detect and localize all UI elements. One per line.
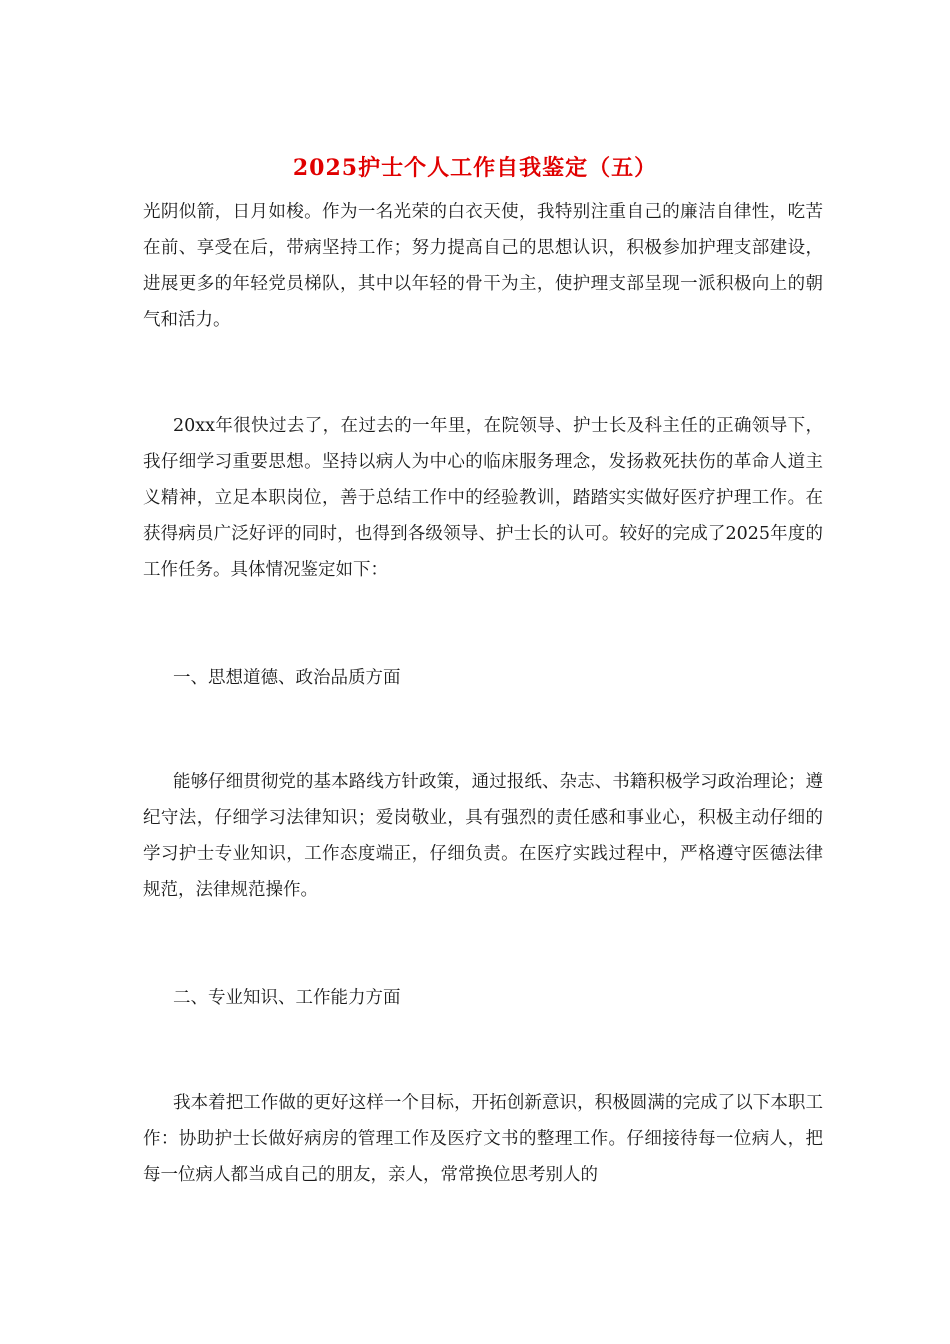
section-heading-skills: 二、专业知识、工作能力方面 — [173, 988, 401, 1008]
paragraph-skills: 我本着把工作做的更好这样一个目标，开拓创新意识，积极圆满的完成了以下本职工作：协助护士长做好病房的管理工作及医疗文书的整理工作。仔细接待每一位病人，把每一位病人都当成自己的朋友，亲人，常常换位思考别人的 — [143, 1093, 823, 1185]
section-heading-ethics: 一、思想道德、政治品质方面 — [173, 668, 401, 688]
paragraph-intro: 光阴似箭，日月如梭。作为一名光荣的白衣天使，我特别注重自己的廉洁自律性，吃苦在前、享受在后，带病坚持工作；努力提高自己的思想认识，积极参加护理支部建设，进展更多的年轻党员梯队，其中以年轻的骨干为主，使护理支部呈现一派积极向上的朝气和活力。 — [143, 202, 823, 330]
paragraph-ethics: 能够仔细贯彻党的基本路线方针政策，通过报纸、杂志、书籍积极学习政治理论；遵纪守法，仔细学习法律知识；爱岗敬业，具有强烈的责任感和事业心，积极主动仔细的学习护士专业知识，工作态度端正，仔细负责。在医疗实践过程中，严格遵守医德法律规范，法律规范操作。 — [143, 772, 823, 900]
paragraph-summary: 20xx年很快过去了，在过去的一年里，在院领导、护士长及科主任的正确领导下，我仔细学习重要思想。坚持以病人为中心的临床服务理念，发扬救死扶伤的革命人道主义精神，立足本职岗位，善于总结工作中的经验教训，踏踏实实做好医疗护理工作。在获得病员广泛好评的同时，也得到各级领导、护士长的认可。较好的完成了2025年度的工作任务。具体情况鉴定如下： — [143, 416, 823, 580]
document-title: 2025护士个人工作自我鉴定（五） — [292, 155, 658, 181]
